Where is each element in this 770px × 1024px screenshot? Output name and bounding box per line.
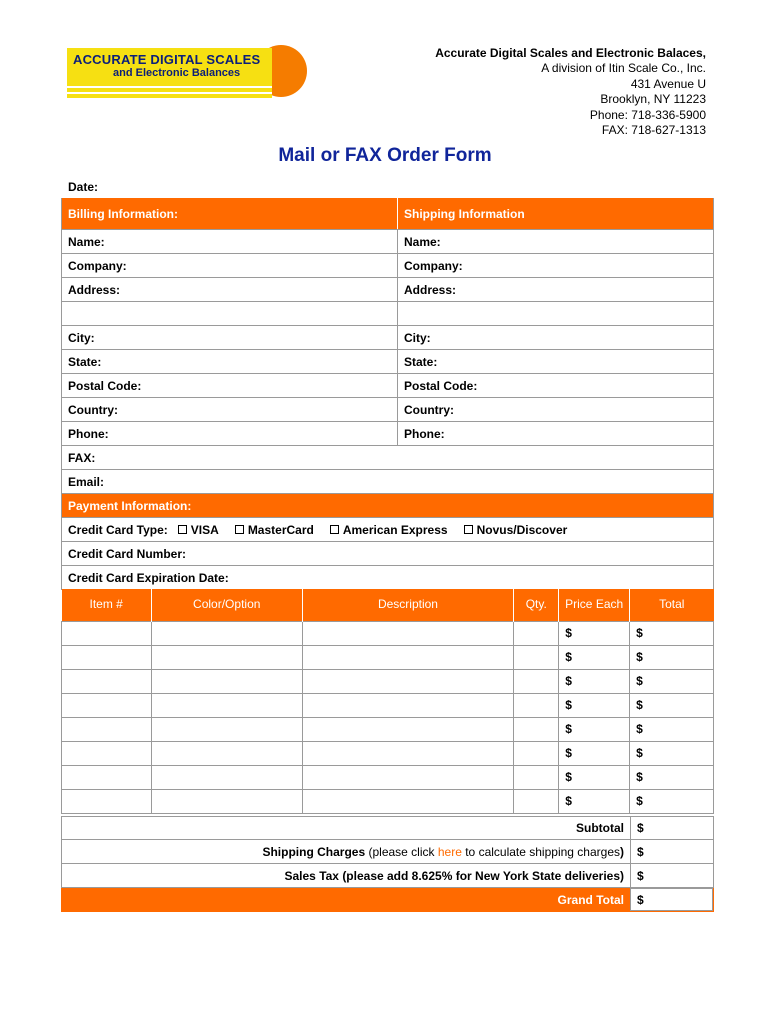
col-qty: Qty. xyxy=(514,589,559,621)
totals-summary xyxy=(61,816,714,912)
card-type-options xyxy=(62,518,713,541)
item-number-cell[interactable] xyxy=(62,669,152,693)
price-each-cell[interactable]: $ xyxy=(559,741,630,765)
price-each-cell[interactable]: $ xyxy=(559,789,630,813)
shipping-country-field[interactable]: Country: xyxy=(404,402,454,417)
address-row-state[interactable] xyxy=(62,350,713,374)
address-header-row xyxy=(62,198,713,230)
table-row xyxy=(62,621,714,645)
table-row xyxy=(62,669,714,693)
description-cell[interactable] xyxy=(302,741,514,765)
expiration-field[interactable]: Credit Card Expiration Date: xyxy=(68,571,229,585)
qty-cell[interactable] xyxy=(514,621,559,645)
shipping-phone-field[interactable]: Phone: xyxy=(404,426,445,441)
sales-tax-value[interactable]: $ xyxy=(637,868,644,883)
shipping-postal-field[interactable]: Postal Code: xyxy=(404,378,478,393)
color-option-cell[interactable] xyxy=(151,621,302,645)
shipping-calculator-link[interactable]: here xyxy=(437,844,462,859)
mastercard-checkbox[interactable] xyxy=(235,525,244,534)
date-field[interactable]: Date: xyxy=(68,180,99,194)
company-city: Brooklyn, NY 11223 xyxy=(600,92,706,107)
billing-state-field[interactable]: State: xyxy=(62,350,398,373)
total-cell[interactable]: $ xyxy=(630,669,714,693)
col-total: Total xyxy=(630,589,714,621)
shipping-city-field[interactable]: City: xyxy=(404,330,431,345)
table-row xyxy=(62,645,714,669)
description-cell[interactable] xyxy=(302,621,514,645)
qty-cell[interactable] xyxy=(514,717,559,741)
qty-cell[interactable] xyxy=(514,765,559,789)
description-cell[interactable] xyxy=(302,693,514,717)
option-novus-discover[interactable]: Novus/Discover xyxy=(464,523,568,537)
address-grid xyxy=(61,198,714,590)
description-cell[interactable] xyxy=(302,669,514,693)
address-row-name[interactable] xyxy=(62,230,713,254)
grand-total-value[interactable]: $ xyxy=(631,888,713,911)
total-cell[interactable]: $ xyxy=(630,765,714,789)
color-option-cell[interactable] xyxy=(151,669,302,693)
billing-phone-field[interactable]: Phone: xyxy=(62,422,398,445)
billing-country-field[interactable]: Country: xyxy=(62,398,398,421)
description-cell[interactable] xyxy=(302,717,514,741)
grand-total-row xyxy=(61,888,714,912)
shipping-name-field[interactable]: Name: xyxy=(404,234,441,249)
qty-cell[interactable] xyxy=(514,669,559,693)
description-cell[interactable] xyxy=(302,765,514,789)
price-each-cell[interactable]: $ xyxy=(559,621,630,645)
subtotal-row xyxy=(61,816,714,840)
color-option-cell[interactable] xyxy=(151,717,302,741)
col-item-number: Item # xyxy=(62,589,152,621)
shipping-row xyxy=(61,840,714,864)
option-american-express[interactable]: American Express xyxy=(330,523,448,537)
shipping-label-cell: Shipping Charges (please click here to calculate shipping charges ) xyxy=(62,840,631,863)
billing-address-field[interactable]: Address: xyxy=(62,278,398,301)
address-row-address2[interactable] xyxy=(62,302,713,326)
amex-checkbox[interactable] xyxy=(330,525,339,534)
table-row xyxy=(62,693,714,717)
item-number-cell[interactable] xyxy=(62,693,152,717)
company-logo xyxy=(67,45,307,105)
table-row xyxy=(62,741,714,765)
sales-tax-label: Sales Tax (please add 8.625% for New York State deliveries) xyxy=(62,864,631,887)
subtotal-value[interactable]: $ xyxy=(637,821,644,835)
shipping-company-field[interactable]: Company: xyxy=(404,258,463,273)
expiration-row[interactable] xyxy=(62,566,713,590)
color-option-cell[interactable] xyxy=(151,693,302,717)
table-row xyxy=(62,765,714,789)
qty-cell[interactable] xyxy=(514,741,559,765)
item-number-cell[interactable] xyxy=(62,621,152,645)
total-cell[interactable]: $ xyxy=(630,693,714,717)
col-color-option: Color/Option xyxy=(151,589,302,621)
email-row[interactable] xyxy=(62,470,713,494)
shipping-header: Shipping Information xyxy=(404,206,525,221)
company-street: 431 Avenue U xyxy=(630,76,706,91)
qty-cell[interactable] xyxy=(514,693,559,717)
company-name: Accurate Digital Scales and Electronic Balaces, xyxy=(435,46,706,60)
card-type-label: Credit Card Type: xyxy=(68,522,168,537)
discover-checkbox[interactable] xyxy=(464,525,473,534)
total-cell[interactable]: $ xyxy=(630,717,714,741)
address-row-phone[interactable] xyxy=(62,422,713,446)
color-option-cell[interactable] xyxy=(151,741,302,765)
price-each-cell[interactable]: $ xyxy=(559,717,630,741)
shipping-label: Shipping Charges xyxy=(262,844,366,859)
color-option-cell[interactable] xyxy=(151,645,302,669)
billing-header: Billing Information: xyxy=(62,198,398,229)
item-number-cell[interactable] xyxy=(62,645,152,669)
shipping-value[interactable]: $ xyxy=(637,844,644,859)
option-visa[interactable]: VISA xyxy=(178,523,219,537)
address-row-company[interactable] xyxy=(62,254,713,278)
card-type-row xyxy=(62,518,713,542)
card-number-row[interactable] xyxy=(62,542,713,566)
payment-header: Payment Information: xyxy=(68,498,192,513)
fax-row[interactable] xyxy=(62,446,713,470)
price-each-cell[interactable]: $ xyxy=(559,645,630,669)
total-cell[interactable]: $ xyxy=(630,741,714,765)
email-field[interactable]: Email: xyxy=(68,474,105,489)
total-cell[interactable]: $ xyxy=(630,621,714,645)
address-row-city[interactable] xyxy=(62,326,713,350)
price-each-cell[interactable]: $ xyxy=(559,693,630,717)
fax-field[interactable]: FAX: xyxy=(68,450,96,465)
grand-total-label: Grand Total xyxy=(62,888,631,911)
description-cell[interactable] xyxy=(302,645,514,669)
billing-company-field[interactable]: Company: xyxy=(62,254,398,277)
logo-line2: and Electronic Balances xyxy=(113,67,241,79)
total-cell[interactable]: $ xyxy=(630,645,714,669)
col-price-each: Price Each xyxy=(559,589,630,621)
price-each-cell[interactable]: $ xyxy=(559,765,630,789)
item-number-cell[interactable] xyxy=(62,789,152,813)
shipping-address-field[interactable]: Address: xyxy=(404,282,457,297)
total-cell[interactable]: $ xyxy=(630,789,714,813)
billing-postal-field[interactable]: Postal Code: xyxy=(62,374,398,397)
option-mastercard[interactable]: MasterCard xyxy=(235,523,314,537)
shipping-state-field[interactable]: State: xyxy=(404,354,438,369)
table-row xyxy=(62,717,714,741)
shipping-address2-field[interactable] xyxy=(398,302,713,325)
item-number-cell[interactable] xyxy=(62,717,152,741)
qty-cell[interactable] xyxy=(514,789,559,813)
company-division: A division of Itin Scale Co., Inc. xyxy=(541,61,706,76)
billing-city-field[interactable]: City: xyxy=(62,326,398,349)
col-description: Description xyxy=(302,589,514,621)
company-fax: FAX: 718-627-1313 xyxy=(601,123,706,138)
qty-cell[interactable] xyxy=(514,645,559,669)
billing-name-field[interactable]: Name: xyxy=(62,230,398,253)
address-row-address[interactable] xyxy=(62,278,713,302)
color-option-cell[interactable] xyxy=(151,765,302,789)
sales-tax-row xyxy=(61,864,714,888)
billing-address2-field[interactable] xyxy=(62,302,398,325)
page-title: Mail or FAX Order Form xyxy=(278,145,492,166)
items-header-row xyxy=(62,589,714,621)
subtotal-label: Subtotal xyxy=(62,817,631,839)
color-option-cell[interactable] xyxy=(151,789,302,813)
payment-header-row xyxy=(62,494,713,518)
item-number-cell[interactable] xyxy=(62,741,152,765)
table-row xyxy=(62,789,714,813)
items-table xyxy=(61,589,714,814)
description-cell[interactable] xyxy=(302,789,514,813)
price-each-cell[interactable]: $ xyxy=(559,669,630,693)
company-address-block xyxy=(435,46,706,138)
visa-checkbox[interactable] xyxy=(178,525,187,534)
address-row-postal[interactable] xyxy=(62,374,713,398)
card-number-field[interactable]: Credit Card Number: xyxy=(68,546,187,561)
company-phone: Phone: 718-336-5900 xyxy=(589,107,706,122)
logo-line1: ACCURATE DIGITAL SCALES xyxy=(73,52,261,67)
address-row-country[interactable] xyxy=(62,398,713,422)
item-number-cell[interactable] xyxy=(62,765,152,789)
